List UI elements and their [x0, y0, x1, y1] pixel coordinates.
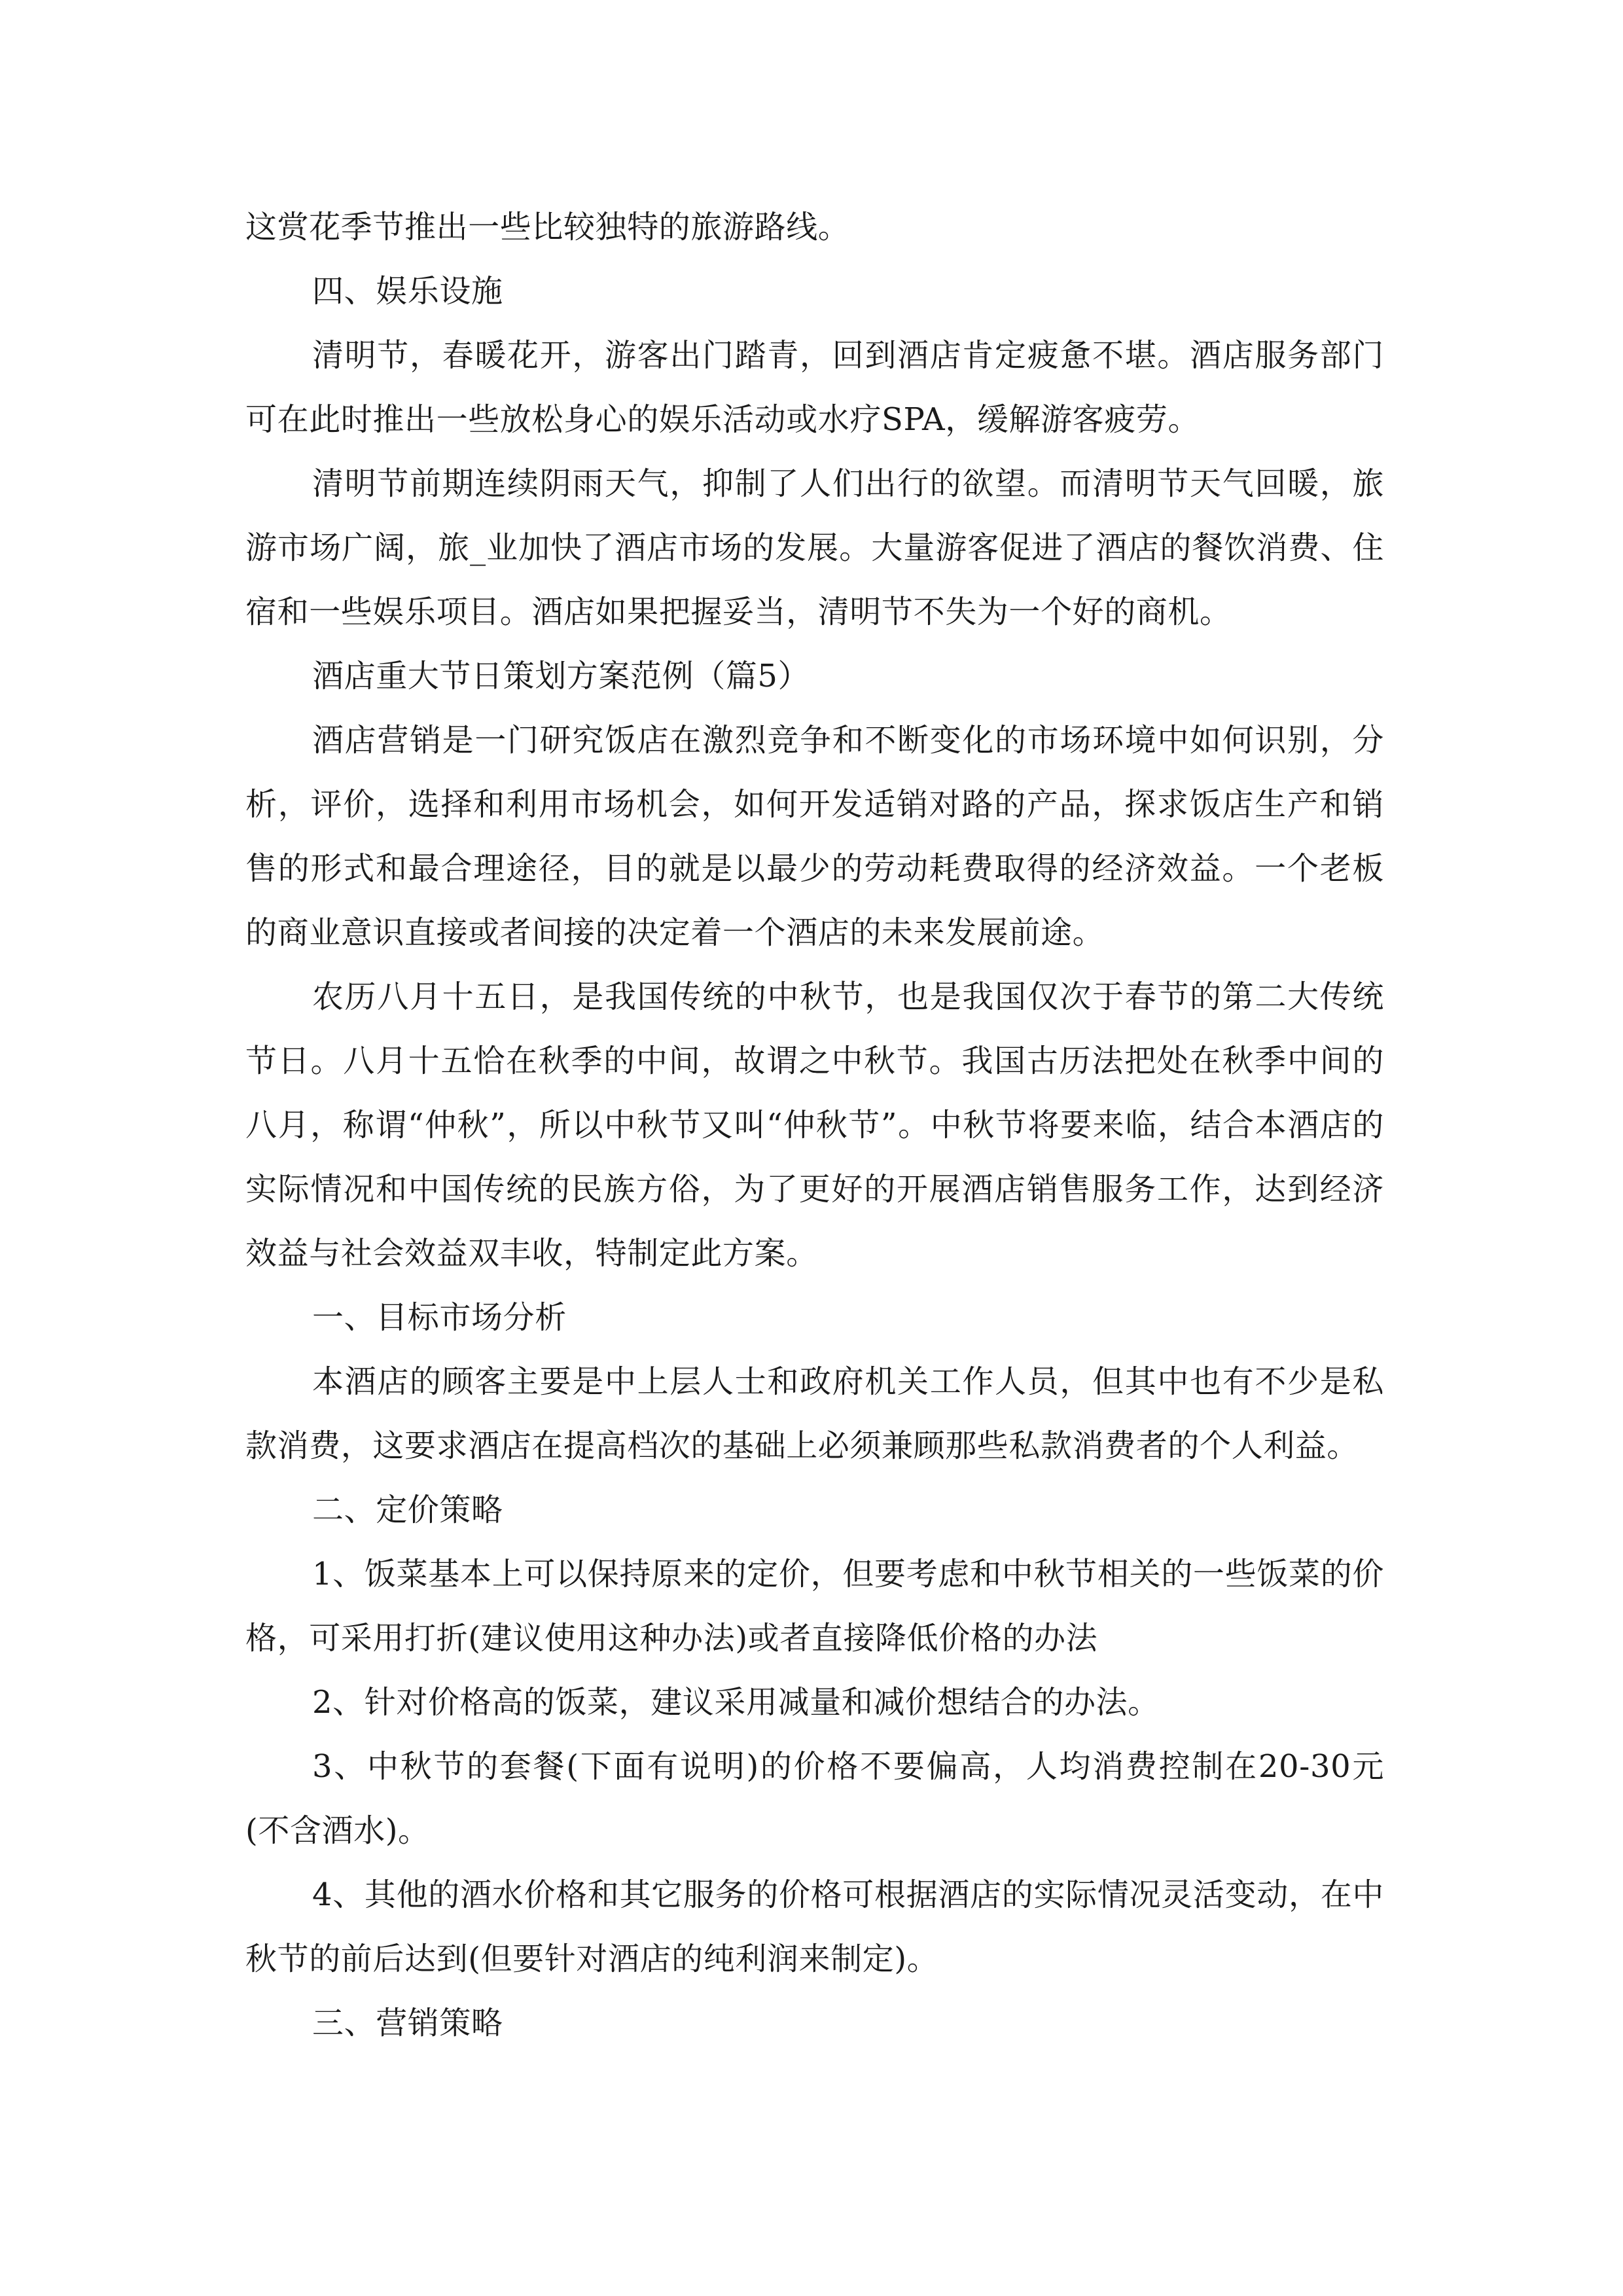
paragraph: 酒店营销是一门研究饭店在激烈竞争和不断变化的市场环境中如何识别，分析，评价，选择和利用市场机会，如何开发适销对路的产品，探求饭店生产和销售的形式和最合理途径，目的就是以最少的劳动耗费取得的经济效益。一个老板的商业意识直接或者间接的决定着一个酒店的未来发展前途。	[245, 722, 1384, 951]
section-heading: 三、营销策略	[312, 2005, 503, 2041]
list-item: 3、中秋节的套餐(下面有说明)的价格不要偏高，人均消费控制在20-30元(不含酒水)。	[245, 1748, 1384, 1849]
paragraph: 农历八月十五日，是我国传统的中秋节，也是我国仅次于春节的第二大传统节日。八月十五恰在秋季的中间，故谓之中秋节。我国古历法把处在秋季中间的八月，称谓“仲秋”，所以中秋节又叫“仲秋节”。中秋节将要来临，结合本酒店的实际情况和中国传统的民族方俗，为了更好的开展酒店销售服务工作，达到经济效益与社会效益双丰收，特制定此方案。	[245, 978, 1384, 1272]
list-item: 4、其他的酒水价格和其它服务的价格可根据酒店的实际情况灵活变动，在中秋节的前后达到(但要针对酒店的纯利润来制定)。	[245, 1876, 1384, 1977]
list-item: 1、饭菜基本上可以保持原来的定价，但要考虑和中秋节相关的一些饭菜的价格，可采用打折(建议使用这种办法)或者直接降低价格的办法	[245, 1556, 1384, 1657]
document-body	[245, 195, 1384, 2055]
section-heading: 四、娱乐设施	[312, 273, 503, 310]
article-title: 酒店重大节日策划方案范例（篇5）	[312, 658, 810, 694]
list-item: 2、针对价格高的饭菜，建议采用减量和减价想结合的办法。	[312, 1684, 1160, 1721]
paragraph: 清明节前期连续阴雨天气，抑制了人们出行的欲望。而清明节天气回暖，旅游市场广阔，旅_业加快了酒店市场的发展。大量游客促进了酒店的餐饮消费、住宿和一些娱乐项目。酒店如果把握妥当，清明节不失为一个好的商机。	[245, 465, 1384, 630]
section-heading: 二、定价策略	[312, 1492, 503, 1528]
section-heading: 一、目标市场分析	[312, 1299, 567, 1336]
paragraph: 本酒店的顾客主要是中上层人士和政府机关工作人员，但其中也有不少是私款消费，这要求酒店在提高档次的基础上必须兼顾那些私款消费者的个人利益。	[245, 1363, 1384, 1464]
paragraph: 清明节，春暖花开，游客出门踏青，回到酒店肯定疲惫不堪。酒店服务部门可在此时推出一些放松身心的娱乐活动或水疗SPA，缓解游客疲劳。	[245, 337, 1384, 438]
paragraph: 这赏花季节推出一些比较独特的旅游路线。	[245, 209, 850, 245]
